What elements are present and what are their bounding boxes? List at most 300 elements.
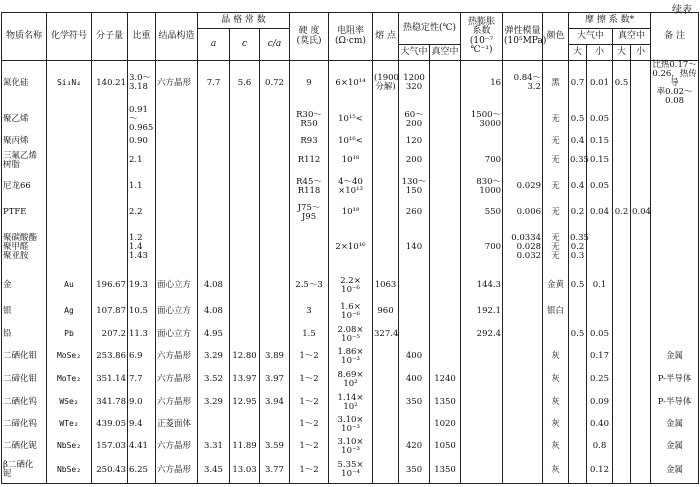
cell-name: 聚乙烯	[2, 106, 47, 134]
cell-elastic	[503, 134, 543, 150]
cell-note	[651, 224, 699, 272]
cell-melt	[373, 150, 399, 172]
header-ca: c/a	[260, 29, 290, 61]
cell-air: 400	[399, 368, 430, 392]
header-friction-vac: 真空中	[613, 29, 651, 45]
cell-ca	[260, 134, 290, 150]
cell-vac	[430, 202, 461, 224]
cell-c	[230, 300, 260, 324]
cell-crystal: 六方晶形	[156, 346, 198, 368]
cell-melt	[373, 202, 399, 224]
cell-vac	[430, 134, 461, 150]
cell-air	[399, 414, 430, 436]
cell-c	[230, 324, 260, 346]
cell-hardness: R112	[290, 150, 329, 172]
cell-air	[399, 272, 430, 300]
cell-a: 3.29	[198, 392, 230, 414]
table-row	[2, 61, 699, 106]
cell-fas: 0.05	[587, 172, 613, 202]
cell-fas: 0.8	[587, 436, 613, 458]
cell-mw: 140.21	[92, 61, 128, 106]
cell-ca	[260, 172, 290, 202]
cell-melt	[373, 414, 399, 436]
cell-crystal: 面心立方	[156, 272, 198, 300]
table-row	[2, 134, 699, 150]
cell-crystal	[156, 224, 198, 272]
cell-sg: 6.9	[128, 346, 156, 368]
cell-formula: Pb	[47, 324, 92, 346]
cell-resist: 2.08× 10⁻⁵	[329, 324, 373, 346]
cell-c: 12.80	[230, 346, 260, 368]
cell-fab	[569, 392, 587, 414]
header-mw: 分子量	[92, 13, 128, 61]
cell-sg: 6.25	[128, 458, 156, 484]
cell-crystal: 六方晶形	[156, 61, 198, 106]
cell-exp	[461, 414, 503, 436]
cell-fvb: 0.2	[613, 202, 631, 224]
cell-c: 13.03	[230, 458, 260, 484]
cell-mw: 250.43	[92, 458, 128, 484]
cell-exp: 550	[461, 202, 503, 224]
cell-note: P-半导体	[651, 392, 699, 414]
cell-elastic	[503, 346, 543, 368]
cell-fvb	[613, 106, 631, 134]
cell-fab: 0.2	[569, 202, 587, 224]
cell-elastic	[503, 272, 543, 300]
cell-elastic	[503, 300, 543, 324]
cell-ca: 3.94	[260, 392, 290, 414]
cell-formula: NbSe₂	[47, 436, 92, 458]
table-row	[2, 368, 699, 392]
cell-mw	[92, 106, 128, 134]
cell-vac: 1020	[430, 414, 461, 436]
cell-fvs	[631, 392, 651, 414]
cell-hardness: J75～J95	[290, 202, 329, 224]
cell-c: 13.97	[230, 368, 260, 392]
cell-note	[651, 106, 699, 134]
cell-air: 260	[399, 202, 430, 224]
header-f-vac-big: 大	[613, 45, 631, 61]
header-f-air-small: 小	[587, 45, 613, 61]
cell-name: 三氟乙烯 树脂	[2, 150, 47, 172]
cell-a	[198, 172, 230, 202]
cell-vac: 1050	[430, 436, 461, 458]
table-row	[2, 436, 699, 458]
cell-fab	[569, 368, 587, 392]
cell-fvb	[613, 150, 631, 172]
cell-crystal: 正菱面体	[156, 414, 198, 436]
cell-fvs	[631, 436, 651, 458]
cell-exp: 830～ 1000	[461, 172, 503, 202]
cell-crystal	[156, 106, 198, 134]
header-formula: 化学符号	[47, 13, 92, 61]
cell-note	[651, 150, 699, 172]
cell-color: 无 无 无	[543, 224, 569, 272]
cell-vac	[430, 346, 461, 368]
header-thermal-air: 大气中	[399, 45, 430, 61]
cell-exp: 700	[461, 150, 503, 172]
cell-name: 尼龙66	[2, 172, 47, 202]
cell-fas: 0.40	[587, 414, 613, 436]
cell-name: 聚碳酸酯 聚甲醛 聚亚胺	[2, 224, 47, 272]
cell-name: 氮化硅	[2, 61, 47, 106]
cell-exp	[461, 392, 503, 414]
cell-formula: WSe₂	[47, 392, 92, 414]
cell-sg: 19.3	[128, 272, 156, 300]
cell-name: 二硒化钨	[2, 392, 47, 414]
cell-fas: 0.05	[587, 324, 613, 346]
cell-melt	[373, 392, 399, 414]
cell-melt	[373, 106, 399, 134]
cell-a	[198, 150, 230, 172]
cell-note	[651, 324, 699, 346]
cell-hardness	[290, 224, 329, 272]
cell-fvb	[613, 346, 631, 368]
cell-fas: 0.09	[587, 392, 613, 414]
cell-fvb	[613, 172, 631, 202]
cell-name: 二碲化钨	[2, 414, 47, 436]
cell-air: 420	[399, 436, 430, 458]
cell-mw	[92, 202, 128, 224]
cell-mw: 253.86	[92, 346, 128, 368]
cell-formula: NbSe₂	[47, 458, 92, 484]
cell-elastic	[503, 324, 543, 346]
cell-melt	[373, 346, 399, 368]
cell-sg: 3.0～ 3.18	[128, 61, 156, 106]
cell-note	[651, 202, 699, 224]
cell-sg: 0.90	[128, 134, 156, 150]
cell-note: 金属	[651, 346, 699, 368]
cell-hardness: R45～ R118	[290, 172, 329, 202]
cell-exp	[461, 134, 503, 150]
cell-crystal	[156, 172, 198, 202]
cell-ca: 3.89	[260, 346, 290, 368]
cell-resist: 2.2× 10⁻⁶	[329, 272, 373, 300]
cell-c	[230, 106, 260, 134]
cell-hardness: 1.5	[290, 324, 329, 346]
cell-fvs	[631, 414, 651, 436]
cell-fvb	[613, 324, 631, 346]
cell-resist: 8.69× 10²	[329, 368, 373, 392]
cell-color: 灰	[543, 436, 569, 458]
cell-formula	[47, 172, 92, 202]
cell-c	[230, 414, 260, 436]
cell-hardness: 1～2	[290, 368, 329, 392]
cell-crystal	[156, 202, 198, 224]
cell-c	[230, 172, 260, 202]
cell-c	[230, 150, 260, 172]
cell-note: 比热0.17～ 0.26，热传导 率0.02～0.08	[652, 60, 697, 106]
cell-name: 铅	[2, 324, 47, 346]
cell-melt	[373, 172, 399, 202]
cell-color: 无	[543, 202, 569, 224]
cell-fvs	[631, 324, 651, 346]
cell-mw	[92, 150, 128, 172]
cell-color: 银白	[543, 300, 569, 324]
cell-color: 灰	[543, 368, 569, 392]
table-row	[2, 172, 699, 202]
cell-note: 金属	[651, 458, 699, 484]
cell-resist: 3.10× 10⁻³	[329, 414, 373, 436]
cell-formula: Ag	[47, 300, 92, 324]
cell-elastic	[503, 368, 543, 392]
cell-sg: 7.7	[128, 368, 156, 392]
cell-name: 聚丙烯	[2, 134, 47, 150]
table-row	[2, 272, 699, 300]
cell-vac	[430, 300, 461, 324]
cell-melt	[373, 436, 399, 458]
cell-resist: 4～40 ×10¹³	[329, 172, 373, 202]
cell-fab: 0.4	[569, 134, 587, 150]
cell-exp: 16	[461, 61, 503, 106]
cell-melt	[373, 134, 399, 150]
cell-vac: 1350	[430, 392, 461, 414]
cell-color: 灰	[543, 346, 569, 368]
cell-name: β二硒化 铌	[2, 458, 47, 484]
cell-note	[651, 300, 699, 324]
cell-exp: 700	[461, 224, 503, 272]
continued-label: 续表	[672, 5, 692, 16]
table-row	[2, 346, 699, 368]
cell-fas: 0.01	[587, 61, 613, 106]
cell-crystal: 面心立方	[156, 324, 198, 346]
cell-crystal: 六方晶形	[156, 436, 198, 458]
cell-fvs	[631, 224, 651, 272]
cell-fab: 0.7	[569, 61, 587, 106]
cell-vac	[430, 324, 461, 346]
cell-melt: 1063	[373, 272, 399, 300]
table-row	[2, 392, 699, 414]
cell-color: 金黄	[543, 272, 569, 300]
cell-elastic: 0.0334 0.028 0.032	[503, 224, 543, 272]
cell-hardness: 1～2	[290, 346, 329, 368]
cell-resist: 10¹⁸	[329, 150, 373, 172]
header-f-air-big: 大	[569, 45, 587, 61]
cell-sg: 0.91～ 0.965	[128, 106, 156, 134]
header-melt: 熔 点	[373, 13, 399, 61]
cell-mw: 439.05	[92, 414, 128, 436]
cell-ca	[260, 150, 290, 172]
cell-fas: 0.25	[587, 368, 613, 392]
cell-name: 二硒化铌	[2, 436, 47, 458]
cell-exp: 144.3	[461, 272, 503, 300]
cell-note: 金属	[651, 436, 699, 458]
cell-note: P-半导体	[651, 368, 699, 392]
cell-formula	[47, 106, 92, 134]
cell-melt: (1900 分解)	[373, 61, 399, 106]
cell-a: 7.7	[198, 61, 230, 106]
cell-fvs	[631, 346, 651, 368]
cell-elastic	[503, 150, 543, 172]
header-lattice: 晶 格 常 数	[198, 13, 290, 29]
cell-fvs	[631, 368, 651, 392]
cell-name: 银	[2, 300, 47, 324]
cell-elastic: 0.006	[503, 202, 543, 224]
cell-exp: 192.1	[461, 300, 503, 324]
cell-sg: 4.41	[128, 436, 156, 458]
cell-hardness: 3	[290, 300, 329, 324]
cell-resist: 5.35× 10⁻⁴	[329, 458, 373, 484]
header-a: a	[198, 29, 230, 61]
cell-fas	[587, 224, 613, 272]
cell-sg: 2.2	[128, 202, 156, 224]
cell-fvb	[613, 300, 631, 324]
cell-a: 3.31	[198, 436, 230, 458]
cell-name: 二硒化钼	[2, 346, 47, 368]
cell-fab	[569, 346, 587, 368]
cell-ca	[260, 414, 290, 436]
cell-air: 350	[399, 458, 430, 484]
cell-fvb	[613, 224, 631, 272]
cell-exp: 1500～ 3000	[461, 106, 503, 134]
cell-resist: 3.10× 10⁻³	[329, 436, 373, 458]
cell-air	[399, 300, 430, 324]
cell-melt	[373, 368, 399, 392]
cell-resist: 10¹⁶<	[329, 134, 373, 150]
cell-melt: 327.4	[373, 324, 399, 346]
cell-fab: 0.5	[569, 272, 587, 300]
cell-vac: 1350	[430, 458, 461, 484]
cell-c	[230, 202, 260, 224]
cell-fvb	[613, 368, 631, 392]
cell-a: 3.52	[198, 368, 230, 392]
cell-melt	[373, 458, 399, 484]
cell-hardness: 1～2	[290, 414, 329, 436]
cell-fvb: 0.5	[613, 61, 631, 106]
cell-resist: 10¹⁵<	[329, 106, 373, 134]
cell-fab: 0.35 0.2 0.3	[569, 224, 587, 272]
cell-hardness: 1～2	[290, 458, 329, 484]
cell-air: 200	[399, 150, 430, 172]
table-row	[2, 458, 699, 484]
cell-sg: 9.0	[128, 392, 156, 414]
cell-ca: 3.97	[260, 368, 290, 392]
cell-name: PTFE	[2, 202, 47, 224]
cell-note	[651, 134, 699, 150]
cell-fvb	[613, 134, 631, 150]
cell-hardness: 1～2	[290, 436, 329, 458]
cell-fas: 0.1	[587, 272, 613, 300]
cell-a: 3.29	[198, 346, 230, 368]
table-row	[2, 324, 699, 346]
cell-formula: MoSe₂	[47, 346, 92, 368]
cell-mw	[92, 172, 128, 202]
cell-color	[543, 324, 569, 346]
cell-c: 5.6	[230, 61, 260, 106]
cell-sg: 11.3	[128, 324, 156, 346]
cell-fvs	[631, 61, 651, 106]
cell-color: 灰	[543, 392, 569, 414]
table-row	[2, 300, 699, 324]
cell-formula	[47, 134, 92, 150]
header-color: 颜色	[543, 13, 569, 61]
cell-elastic	[503, 414, 543, 436]
cell-formula: WTe₂	[47, 414, 92, 436]
cell-c	[230, 224, 260, 272]
cell-fvb	[613, 272, 631, 300]
cell-mw	[92, 134, 128, 150]
cell-color: 灰	[543, 458, 569, 484]
cell-mw: 341.78	[92, 392, 128, 414]
cell-color: 无	[543, 106, 569, 134]
cell-formula	[47, 202, 92, 224]
cell-elastic: 0.029	[503, 172, 543, 202]
cell-fvs	[631, 458, 651, 484]
cell-vac	[430, 106, 461, 134]
table-row	[2, 414, 699, 436]
cell-resist: 1.14× 10²	[329, 392, 373, 414]
header-resistivity: 电阻率 (Ω·cm)	[329, 13, 373, 61]
cell-elastic	[503, 106, 543, 134]
cell-fvs	[631, 134, 651, 150]
cell-ca	[260, 272, 290, 300]
cell-fvs	[631, 172, 651, 202]
cell-melt	[373, 224, 399, 272]
header-thermal-vac: 真空中	[430, 45, 461, 61]
cell-a	[198, 224, 230, 272]
cell-c: 11.89	[230, 436, 260, 458]
cell-vac	[430, 61, 461, 106]
cell-resist: 6×10¹⁴	[329, 61, 373, 106]
cell-ca	[260, 202, 290, 224]
cell-sg: 10.5	[128, 300, 156, 324]
cell-color: 无	[543, 150, 569, 172]
cell-c: 12.95	[230, 392, 260, 414]
cell-fvs	[631, 300, 651, 324]
cell-crystal	[156, 150, 198, 172]
cell-fas: 0.17	[587, 346, 613, 368]
cell-a	[198, 106, 230, 134]
header-friction-air: 大气中	[569, 29, 613, 45]
cell-vac	[430, 172, 461, 202]
header-hardness: 硬 度 (莫氏)	[290, 13, 329, 61]
cell-fab	[569, 436, 587, 458]
cell-fas: 0.05	[587, 106, 613, 134]
cell-c	[230, 134, 260, 150]
cell-fab: 0.35	[569, 150, 587, 172]
cell-color: 无	[543, 172, 569, 202]
materials-table	[1, 12, 699, 484]
cell-mw: 196.67	[92, 272, 128, 300]
cell-a	[198, 134, 230, 150]
table-body	[2, 61, 699, 484]
cell-a: 4.08	[198, 300, 230, 324]
cell-fvs: 0.04	[631, 202, 651, 224]
cell-crystal: 六方晶形	[156, 368, 198, 392]
cell-hardness: 9	[290, 61, 329, 106]
cell-hardness: R93	[290, 134, 329, 150]
cell-fab: 0.4	[569, 172, 587, 202]
table-row	[2, 106, 699, 134]
header-name: 物质名称	[2, 13, 47, 61]
header-c: c	[230, 29, 260, 61]
cell-name: 二碲化钼	[2, 368, 47, 392]
header-crystal: 结晶构造	[156, 13, 198, 61]
cell-fvs	[631, 106, 651, 134]
cell-vac	[430, 150, 461, 172]
cell-fas: 0.15	[587, 134, 613, 150]
cell-fvb	[613, 458, 631, 484]
cell-a: 4.95	[198, 324, 230, 346]
cell-fvb	[613, 436, 631, 458]
cell-ca: 3.59	[260, 436, 290, 458]
cell-formula: Au	[47, 272, 92, 300]
cell-ca	[260, 324, 290, 346]
cell-fas: 0.04	[587, 202, 613, 224]
cell-air: 350	[399, 392, 430, 414]
cell-sg: 9.4	[128, 414, 156, 436]
cell-air	[399, 324, 430, 346]
